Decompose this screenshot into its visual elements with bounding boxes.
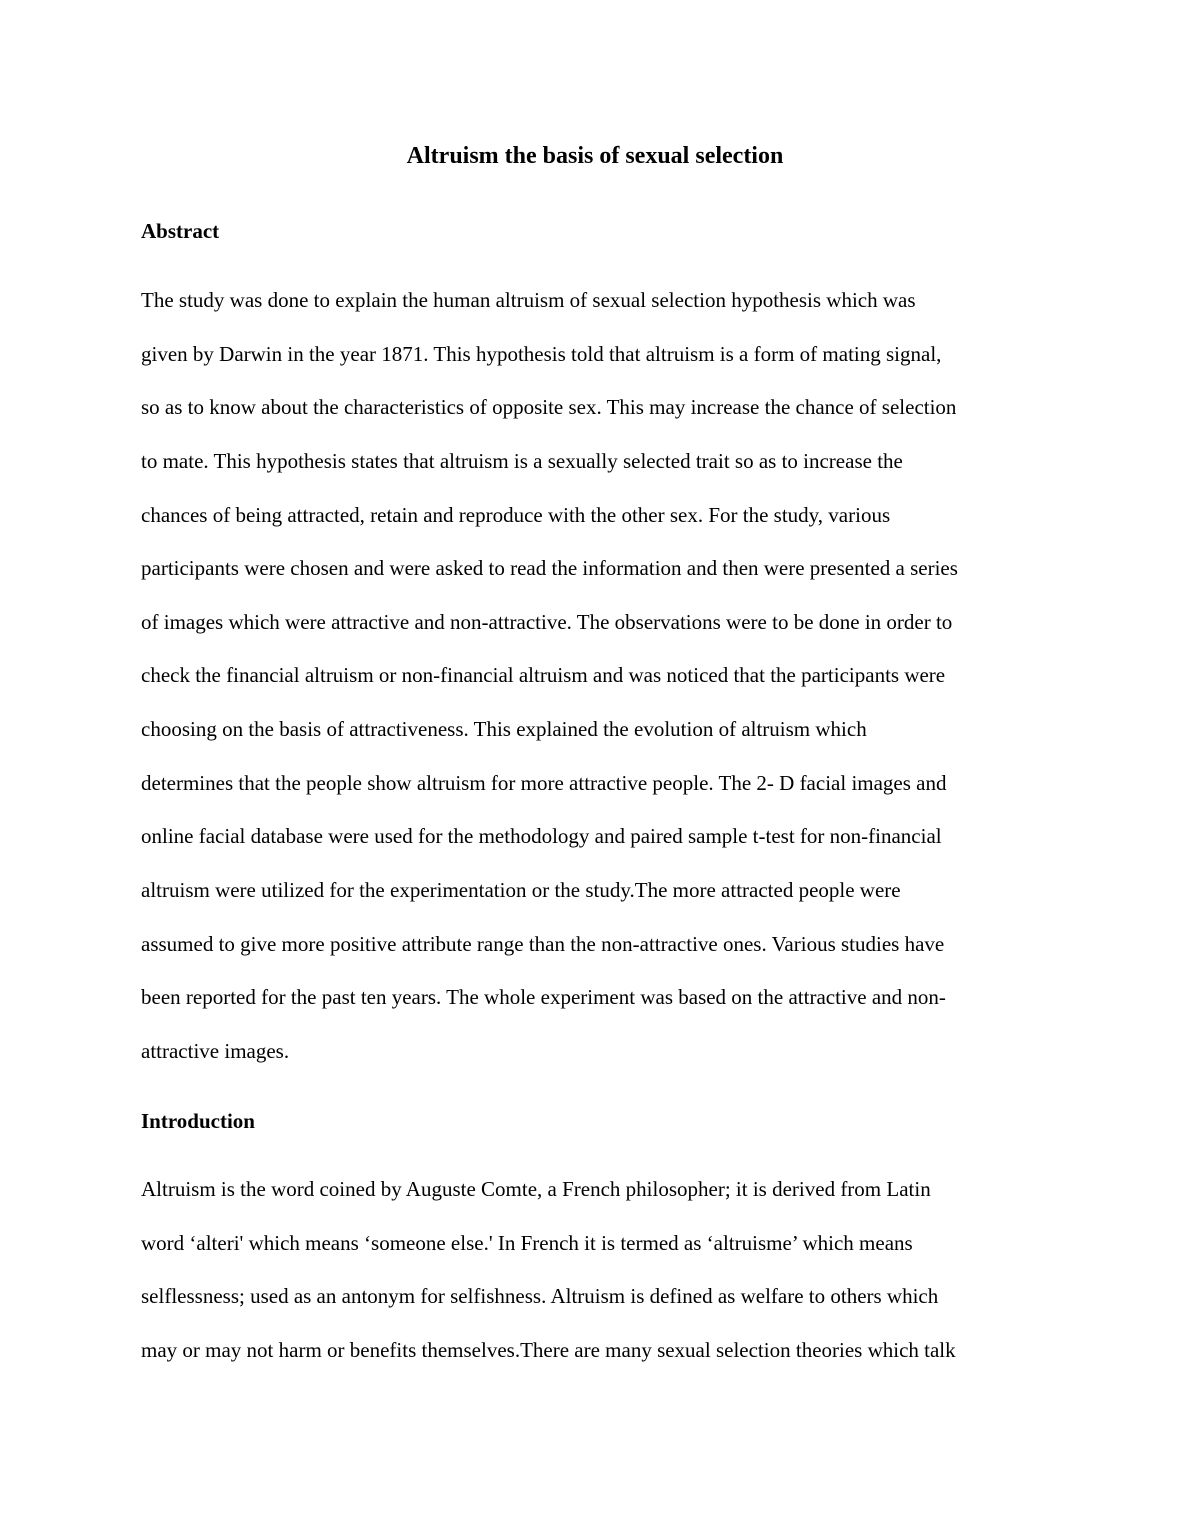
abstract-heading: Abstract: [141, 219, 220, 243]
text-line: given by Darwin in the year 1871. This hypothesis told that altruism is a form of mating signal,: [141, 341, 942, 366]
text-line: choosing on the basis of attractiveness. This explained the evolution of altruism which: [141, 717, 867, 742]
abstract-paragraph: [141, 274, 1061, 1079]
text-line: of images which were attractive and non-attractive. The observations were to be done in order to: [141, 609, 953, 634]
text-line: assumed to give more positive attribute range than the non-attractive ones. Various studies have: [141, 931, 945, 956]
text-line: determines that the people show altruism for more attractive people. The 2- D facial images and: [141, 770, 947, 795]
text-line: to mate. This hypothesis states that altruism is a sexually selected trait so as to increase the: [141, 448, 903, 473]
text-line: online facial database were used for the methodology and paired sample t-test for non-financial: [141, 824, 942, 849]
text-line: so as to know about the characteristics of opposite sex. This may increase the chance of selection: [141, 395, 957, 420]
text-line: selflessness; used as an antonym for selfishness. Altruism is defined as welfare to others which: [141, 1284, 939, 1309]
text-line: chances of being attracted, retain and reproduce with the other sex. For the study, various: [141, 502, 891, 527]
text-line: participants were chosen and were asked to read the information and then were presented a series: [141, 556, 958, 581]
introduction-heading: Introduction: [141, 1109, 255, 1133]
text-line: attractive images.: [141, 1038, 290, 1063]
introduction-paragraph: [141, 1163, 1061, 1378]
text-line: been reported for the past ten years. The whole experiment was based on the attractive and non-: [141, 985, 946, 1010]
text-line: may or may not harm or benefits themselves.There are many sexual selection theories which talk: [141, 1337, 956, 1362]
text-line: Altruism is the word coined by Auguste Comte, a French philosopher; it is derived from Latin: [141, 1177, 931, 1201]
text-line: word ‘alteri' which means ‘someone else.' In French it is termed as ‘altruisme’ which means: [141, 1230, 913, 1255]
text-line: The study was done to explain the human altruism of sexual selection hypothesis which was: [141, 288, 916, 312]
text-line: altruism were utilized for the experimentation or the study.The more attracted people were: [141, 878, 901, 903]
document-title: Altruism the basis of sexual selection: [406, 143, 784, 169]
text-line: check the financial altruism or non-financial altruism and was noticed that the participants were: [141, 663, 946, 688]
